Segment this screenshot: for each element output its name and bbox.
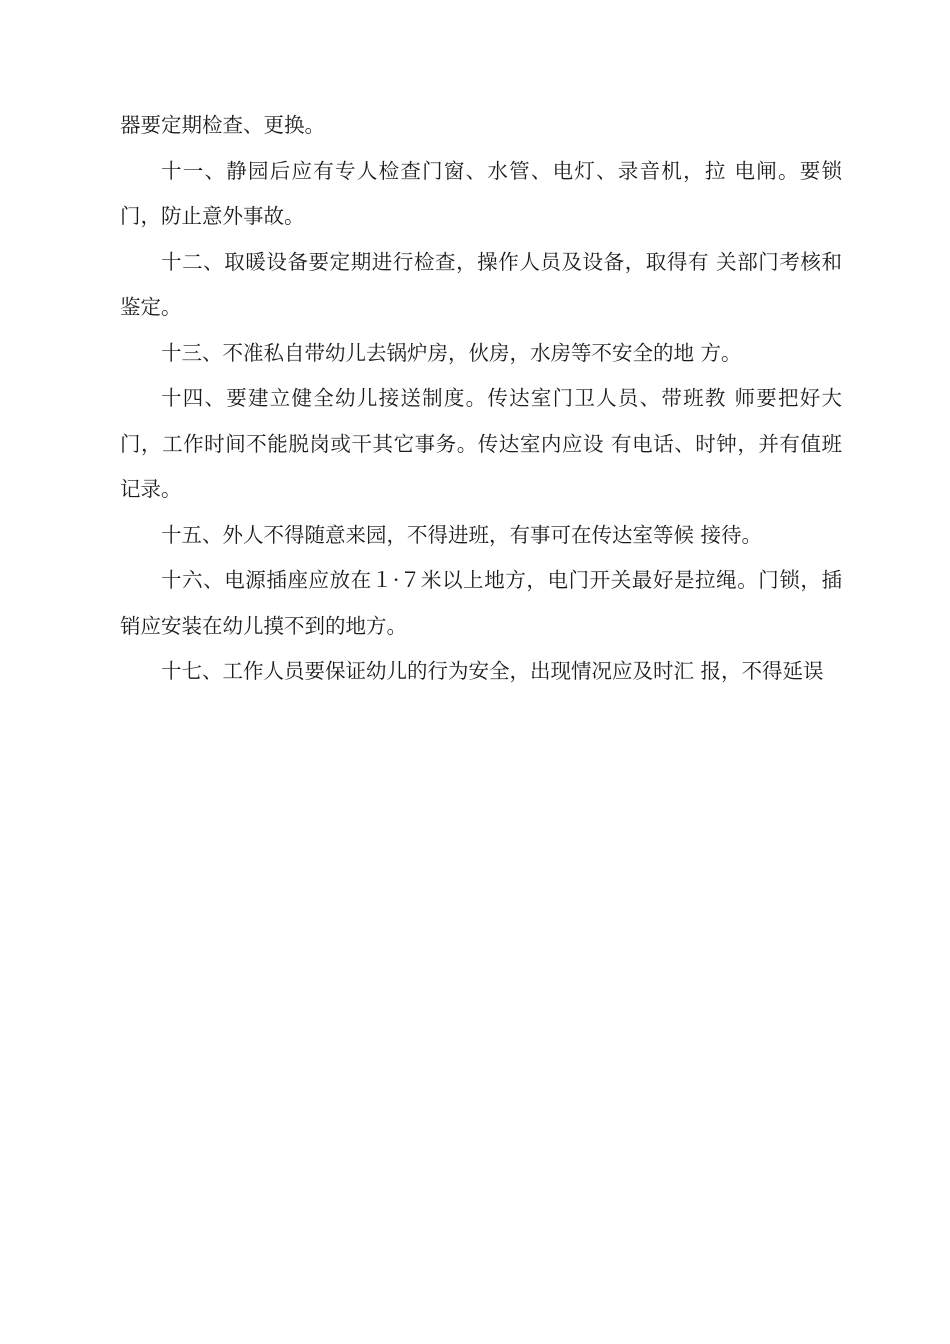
paragraph-rule-11: 十一、静园后应有专人检查门窗、水管、电灯、录音机，拉 电闸。要锁门，防止意外事故。 [120, 158, 842, 228]
paragraph-rule-17: 十七、工作人员要保证幼儿的行为安全，出现情况应及时汇 报，不得延误 [161, 659, 824, 683]
paragraph-rule-12: 十二、取暖设备要定期进行检查，操作人员及设备，取得有 关部门考核和鉴定。 [120, 249, 842, 319]
paragraph-continuation: 器要定期检查、更换。 [120, 113, 325, 137]
paragraph-rule-16: 十六、电源插座应放在１·７米以上地方，电门开关最好是拉绳。门锁，插销应安装在幼儿摸不到的地方。 [120, 568, 842, 638]
paragraph-rule-13: 十三、不准私自带幼儿去锅炉房，伙房，水房等不安全的地 方。 [161, 340, 742, 365]
paragraph-rule-15: 十五、外人不得随意来园，不得进班，有事可在传达室等候 接待。 [161, 522, 763, 547]
paragraph-rule-14: 十四、要建立健全幼儿接送制度。传达室门卫人员、带班教 师要把好大门，工作时间不能脱岗或干其它事务。传达室内应设 有电话、时钟，并有值班记录。 [120, 386, 842, 501]
document-body [120, 103, 842, 695]
